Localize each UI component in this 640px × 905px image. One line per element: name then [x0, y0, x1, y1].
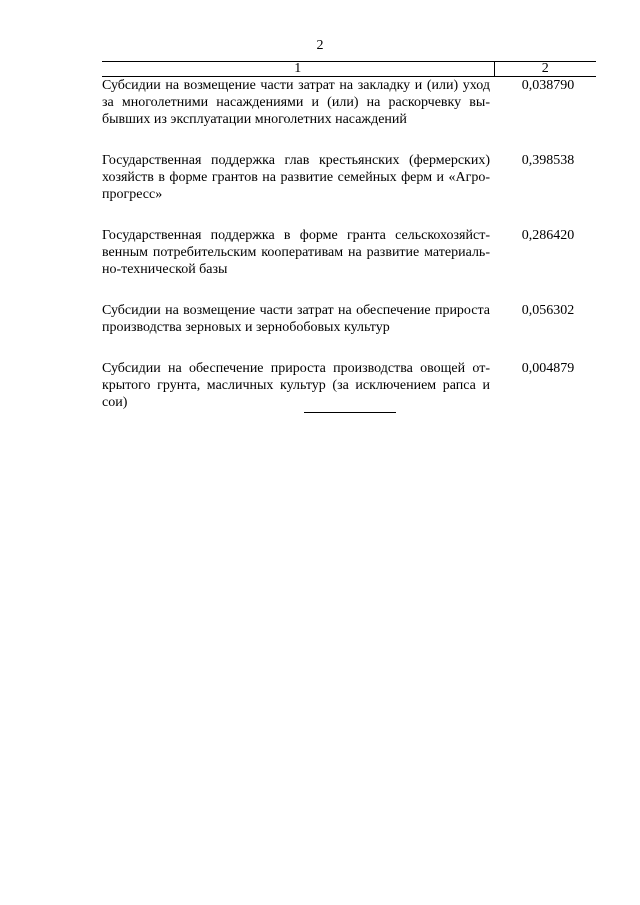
column-header-2: 2: [494, 62, 596, 77]
table-row: [102, 302, 596, 336]
table-row: [102, 227, 596, 278]
row-value: 0,056302: [521, 303, 575, 318]
table-row: [102, 77, 596, 129]
end-of-document-rule: [304, 412, 396, 413]
subsidy-table: [102, 61, 596, 411]
row-spacer: [102, 336, 596, 360]
table-row: [102, 152, 596, 203]
row-spacer: [102, 128, 596, 152]
table-row: [102, 360, 596, 411]
row-description: Государственная поддержка в форме гранта сельскохозяйственным потребительским кооперативам на развитие материально-технической базы: [102, 228, 490, 277]
row-spacer: [102, 203, 596, 227]
row-description: Субсидии на возмещение части затрат на обеспечение прироста производства зерновых и зернобобовых культур: [102, 303, 490, 335]
row-spacer: [102, 278, 596, 302]
row-description: Субсидии на обеспечение прироста производства овощей открытого грунта, масличных культур (за исключением рапса и сои): [102, 361, 490, 410]
column-header-1: 1: [102, 62, 494, 77]
row-description: Субсидии на возмещение части затрат на закладку и (или) уход за многолетними насаждениями и (или) на раскорчевку выбывших из эксплуатации многолетних насаждений: [102, 78, 490, 127]
row-value: 0,004879: [521, 361, 575, 376]
row-description: Государственная поддержка глав крестьянских (фермерских) хозяйств в форме грантов на развитие семейных ферм и «Агропрогресс»: [102, 153, 490, 202]
row-value: 0,286420: [521, 228, 575, 243]
table-header-row: [102, 62, 596, 77]
row-value: 0,038790: [521, 78, 575, 93]
page-number: 2: [316, 38, 324, 53]
row-value: 0,398538: [521, 153, 575, 168]
